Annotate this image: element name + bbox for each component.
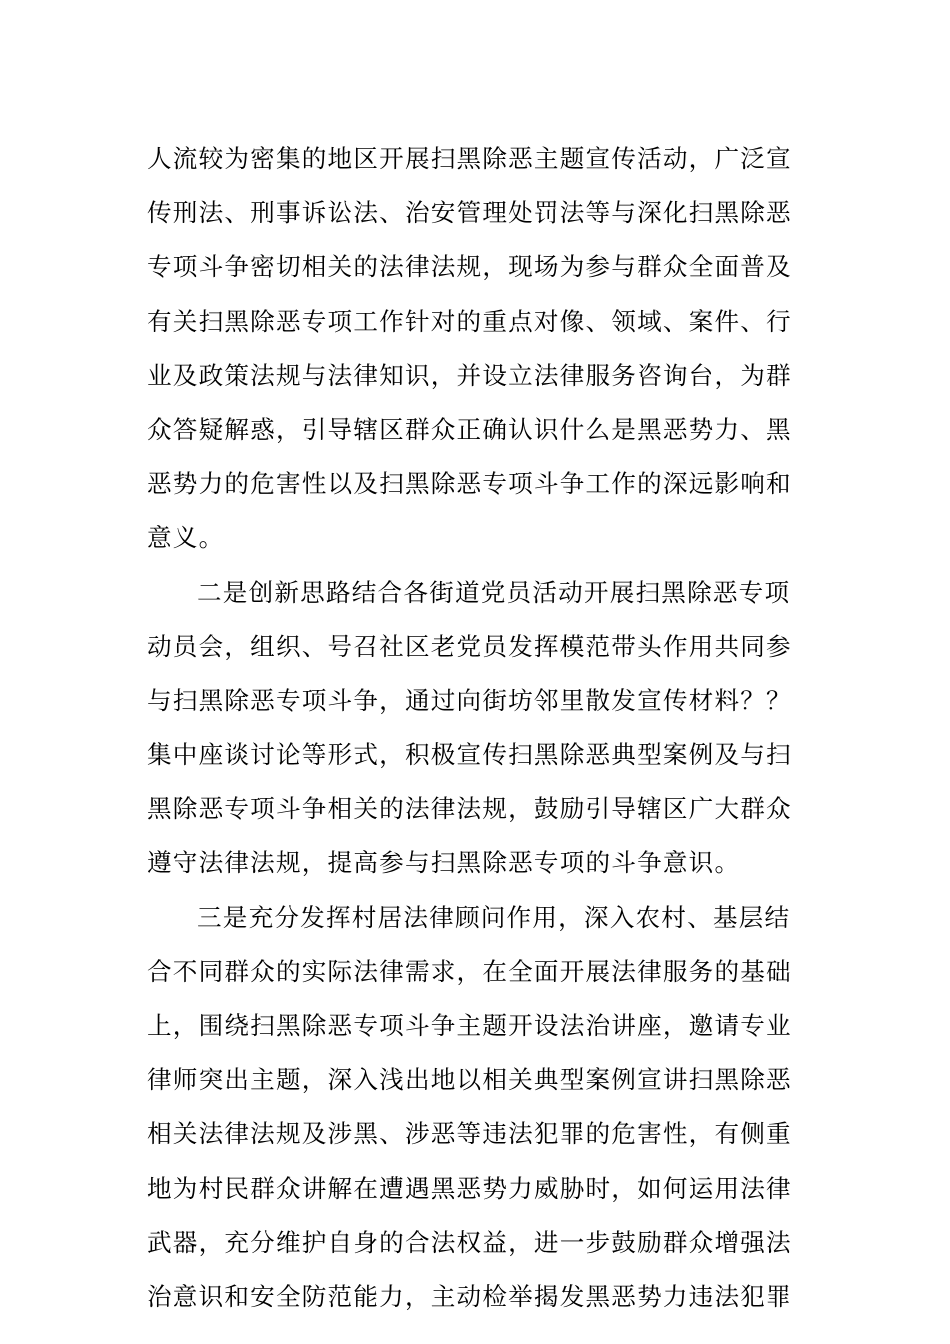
text-line: 业及政策法规与法律知识，并设立法律服务咨询台，为群: [147, 360, 792, 390]
text-line: 相关法律法规及涉黑、涉恶等违法犯罪的危害性，有侧重: [147, 1119, 792, 1149]
text-line: 有关扫黑除恶专项工作针对的重点对像、领域、案件、行: [147, 306, 792, 336]
text-line: 律师突出主题，深入浅出地以相关典型案例宣讲扫黑除恶: [147, 1065, 792, 1095]
paragraph-1: [147, 132, 807, 566]
text-line: 人流较为密集的地区开展扫黑除恶主题宣传活动，广泛宣: [147, 144, 792, 173]
text-line: 众答疑解惑，引导辖区群众正确认识什么是黑恶势力、黑: [147, 414, 792, 444]
text-line: 治意识和安全防范能力，主动检举揭发黑恶势力违法犯罪: [147, 1281, 792, 1311]
text-line-indented: 二是创新思路结合各街道党员活动开展扫黑除恶专项: [197, 577, 791, 607]
text-line: 动员会，组织、号召社区老党员发挥模范带头作用共同参: [147, 631, 792, 661]
text-line: 意义。: [147, 523, 225, 553]
body-text: [147, 132, 807, 1324]
text-line: 遵守法律法规，提高参与扫黑除恶专项的斗争意识。: [147, 848, 741, 878]
text-line: 与扫黑除恶专项斗争，通过向街坊邻里散发宣传材料？？: [147, 685, 792, 715]
text-line: 传刑法、刑事诉讼法、治安管理处罚法等与深化扫黑除恶: [147, 198, 792, 228]
text-line: 集中座谈讨论等形式，积极宣传扫黑除恶典型案例及与扫: [147, 740, 792, 770]
text-line: 地为村民群众讲解在遭遇黑恶势力威胁时，如何运用法律: [147, 1173, 792, 1203]
paragraph-2: [147, 566, 807, 891]
text-line-indented: 三是充分发挥村居法律顾问作用，深入农村、基层结: [197, 902, 791, 932]
text-line: 合不同群众的实际法律需求，在全面开展法律服务的基础: [147, 956, 792, 986]
paragraph-3: [147, 891, 807, 1325]
text-line: 上，围绕扫黑除恶专项斗争主题开设法治讲座，邀请专业: [147, 1011, 792, 1040]
text-line: 武器，充分维护自身的合法权益，进一步鼓励群众增强法: [147, 1227, 792, 1257]
text-line: 黑除恶专项斗争相关的法律法规，鼓励引导辖区广大群众: [147, 794, 792, 824]
text-line: 恶势力的危害性以及扫黑除恶专项斗争工作的深远影响和: [147, 469, 792, 499]
text-line: 专项斗争密切相关的法律法规，现场为参与群众全面普及: [147, 252, 792, 282]
